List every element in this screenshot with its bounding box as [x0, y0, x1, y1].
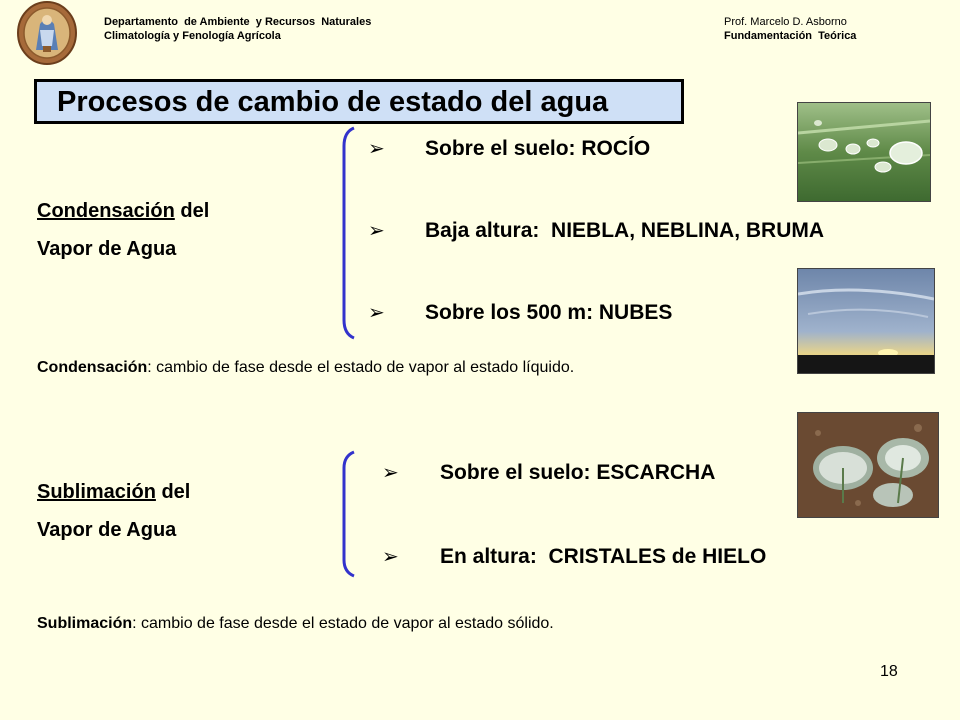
condensation-label-word: Condensación [37, 200, 175, 222]
arrow-right-bullet-icon: ➢ [368, 138, 385, 160]
page-number: 18 [880, 663, 898, 680]
frost-photo [797, 412, 939, 518]
header-department: Departamento de Ambiente y Recursos Naturales [104, 16, 372, 28]
condensation-brace [336, 124, 360, 342]
arrow-right-bullet-icon: ➢ [368, 220, 385, 242]
header-professor: Prof. Marcelo D. Asborno [724, 16, 847, 28]
university-seal-logo [16, 0, 78, 66]
sublimation-label-line2: Vapor de Agua [37, 519, 177, 541]
slide-title-box [34, 79, 684, 124]
sublimation-label: Sublimación del Vapor de Agua [37, 481, 191, 541]
condensation-label: Condensación del Vapor de Agua [37, 200, 210, 260]
header-course: Climatología y Fenología Agrícola [104, 30, 281, 42]
header-subtitle: Fundamentación Teórica [724, 30, 857, 42]
arrow-right-bullet-icon: ➢ [382, 546, 399, 568]
arrow-right-bullet-icon: ➢ [368, 302, 385, 324]
arrow-right-bullet-icon: ➢ [382, 462, 399, 484]
sublimation-label-word: Sublimación [37, 481, 156, 503]
dew-photo [797, 102, 931, 202]
slide-title: Procesos de cambio de estado del agua [57, 86, 609, 118]
condensation-definition: Condensación: cambio de fase desde el estado de vapor al estado líquido. [37, 359, 575, 376]
sublimation-brace [336, 448, 360, 580]
clouds-sunset-photo [797, 268, 935, 374]
sublimation-definition: Sublimación: cambio de fase desde el estado de vapor al estado sólido. [37, 615, 554, 632]
condensation-label-line2: Vapor de Agua [37, 238, 177, 260]
